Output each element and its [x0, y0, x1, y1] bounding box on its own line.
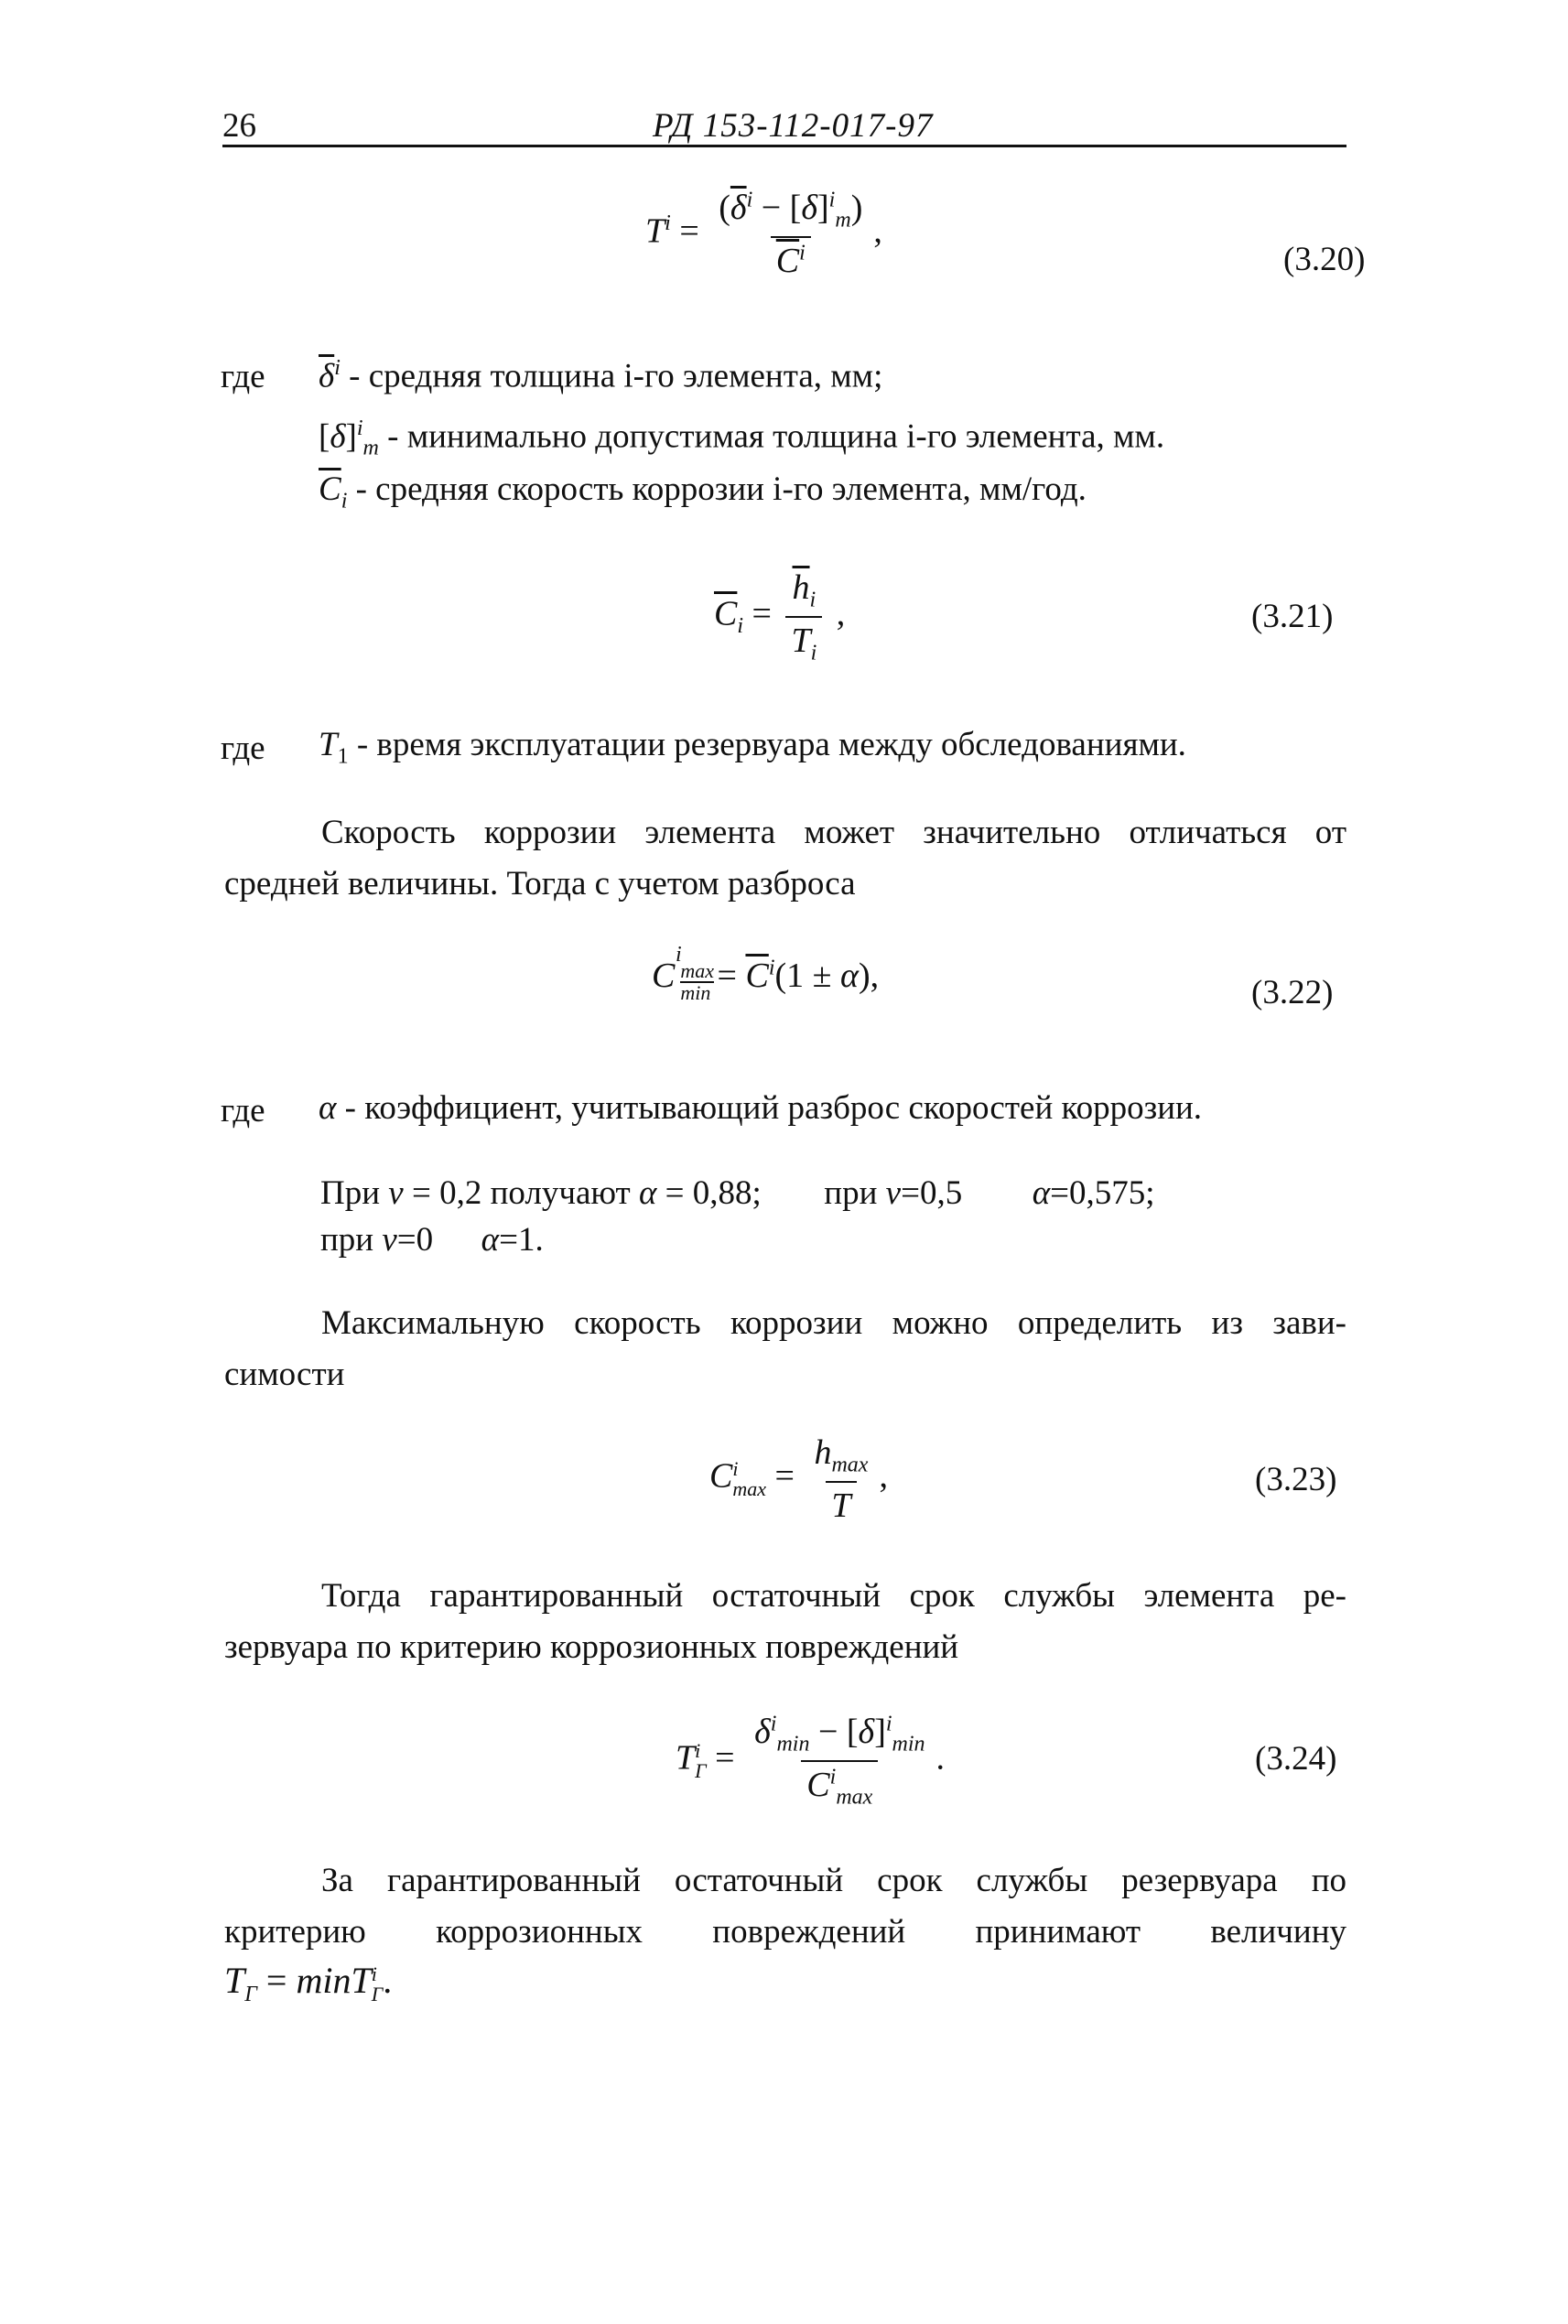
equation-number: (3.20)	[1283, 241, 1366, 278]
equation-number: (3.22)	[1251, 974, 1334, 1011]
values-line-1: При ν = 0,2 получают α = 0,88; при ν=0,5 α=0,575;	[320, 1174, 1155, 1212]
definition-text: - минимально допустимая толщина i-го элемента, мм.	[378, 417, 1165, 456]
header-rule	[222, 145, 1346, 147]
values-text: =0	[396, 1221, 434, 1259]
where-label: где	[221, 1092, 265, 1130]
paragraph-line: критерию коррозионных повреждений принимают величину	[224, 1913, 1346, 1951]
values-text: = 0,88;	[656, 1174, 762, 1212]
paragraph	[224, 1855, 1346, 1958]
paragraph-line: зервуара по критерию коррозионных повреждений	[224, 1628, 959, 1666]
values-text: =0,5	[901, 1174, 963, 1212]
values-text: при	[824, 1174, 886, 1212]
definition-text: - коэффициент, учитывающий разброс скоростей коррозии.	[336, 1089, 1203, 1127]
equation-3-20: $T^i$ = $\frac{(\overline{\delta}^i - [\delta]^i_m)}{\overline{C}^i}$ ,	[645, 188, 882, 280]
page-number: 26	[222, 107, 256, 145]
paragraph-line: симости	[224, 1356, 345, 1393]
equation-number: (3.24)	[1255, 1740, 1337, 1778]
paragraph-line: Скорость коррозии элемента может значительно отличаться от	[321, 814, 1346, 851]
paragraph-line: За гарантированный остаточный срок службы резервуара по	[321, 1862, 1346, 1899]
final-formula: $T_Г = \min T$ i Г .	[224, 1960, 393, 2006]
equation-3-24: T i Г = $\frac{\delta^i_{min} - [\delta]^i_{min}}{C^i_{max}}$ .	[676, 1712, 946, 1810]
values-line-2: при ν=0 α=1.	[320, 1221, 544, 1259]
page-header	[222, 99, 1346, 146]
paragraph-line: средней величины. Тогда с учетом разброса	[224, 865, 856, 903]
definition-delta-mean: $\overline{\delta}^i$ - средняя толщина i-го элемента, мм;	[319, 356, 883, 395]
paragraph	[224, 807, 1346, 910]
definition-alpha: α - коэффициент, учитывающий разброс скоростей коррозии.	[319, 1089, 1203, 1127]
definition-delta-min: $[\delta]^i_m$ - минимально допустимая толщина i-го элемента, мм.	[319, 416, 1165, 460]
values-text: =0,575;	[1050, 1174, 1155, 1212]
definition-c-mean: $\overline{C}_i$ - средняя скорость коррозии i-го элемента, мм/год.	[319, 470, 1087, 513]
where-label: где	[221, 730, 265, 767]
values-text: =1.	[499, 1221, 544, 1259]
paragraph-line: Тогда гарантированный остаточный срок службы элемента ре-	[321, 1577, 1346, 1615]
document-code: РД 153-112-017-97	[653, 107, 934, 145]
definition-text: - средняя толщина i-го элемента, мм;	[340, 357, 883, 395]
values-text: При	[320, 1174, 389, 1212]
paragraph-line: Максимальную скорость коррозии можно определить из зави-	[321, 1304, 1346, 1342]
definition-text: - время эксплуатации резервуара между обследованиями.	[348, 726, 1186, 763]
values-text: = 0,2 получают	[403, 1174, 639, 1212]
equation-number: (3.23)	[1255, 1461, 1337, 1498]
values-text: при	[320, 1221, 383, 1259]
paragraph	[224, 1298, 1346, 1400]
paragraph	[224, 1571, 1346, 1673]
equation-number: (3.21)	[1251, 598, 1334, 635]
definition-text: - средняя скорость коррозии i-го элемента, мм/год.	[347, 470, 1087, 508]
where-label: где	[221, 358, 265, 395]
equation-3-22: C i max min = $\overline{C}^i(1 \pm \alpha)$,	[652, 943, 880, 1004]
equation-3-23: C i max = $\frac{h_{max}}{T}$ ,	[709, 1433, 888, 1525]
definition-t-service: $T_1$ - время эксплуатации резервуара между обследованиями.	[319, 726, 1186, 769]
equation-3-21: $\overline{C}_i$ = $\frac{\overline{h}_i}{T_i}$ ,	[714, 568, 846, 665]
